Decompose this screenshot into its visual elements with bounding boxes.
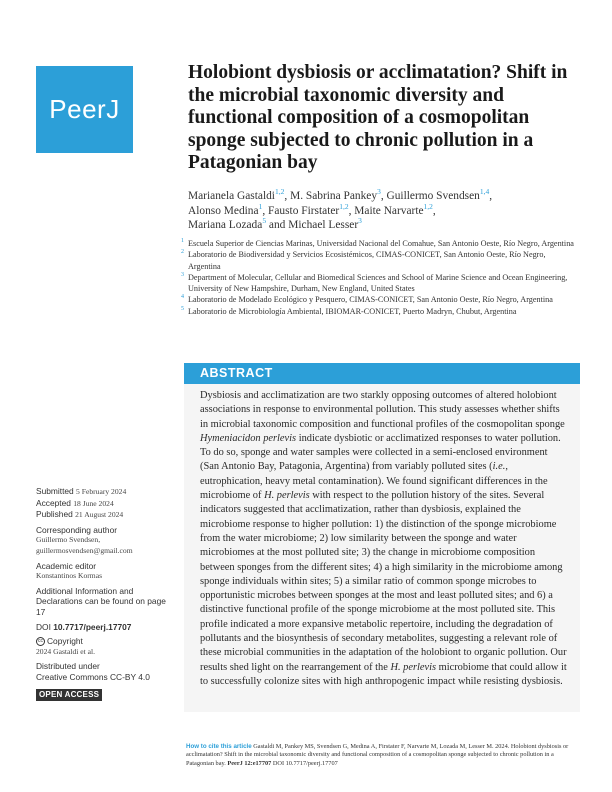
additional-info-link[interactable]: Additional Information and Declarations can be found on page 17: [36, 585, 166, 617]
accepted-value: 18 June 2024: [73, 498, 114, 508]
license-link[interactable]: Creative Commons CC-BY 4.0: [36, 671, 150, 682]
copyright-holder: 2024 Gastaldi et al.: [36, 646, 96, 656]
author-name[interactable]: Mariana Lozada: [188, 219, 263, 232]
affiliation-number: 3: [181, 271, 184, 278]
license-label: Distributed under: [36, 661, 100, 672]
affiliation-number: 2: [181, 249, 184, 256]
author-separator: ,: [432, 204, 436, 217]
affiliation-number: 1: [181, 238, 184, 244]
affiliation-text: Laboratorio de Modelado Ecológico y Pesquero, CIMAS-CONICET, San Antonio Oeste, Río Negro, Argentina: [188, 295, 553, 305]
accepted-label: Accepted: [36, 497, 71, 508]
corresponding-author-name: Guillermo Svendsen,: [36, 535, 101, 545]
logo-text: PeerJ: [49, 94, 120, 124]
article-sidebar: [36, 486, 176, 701]
submitted-label: Submitted: [36, 486, 74, 496]
published-label: Published: [36, 509, 73, 520]
cite-label: How to cite this article: [186, 743, 252, 750]
abstract-text-part: microbiome that could allow it to successfully colonize sites with high anthropogenic impact while resisting dysbiosis.: [200, 661, 567, 687]
author-separator: ,: [348, 204, 355, 217]
author-affiliation-ref[interactable]: 1,2: [339, 201, 349, 211]
affiliation-text: Escuela Superior de Ciencias Marinas, Universidad Nacional del Comahue, San Antonio Oeste, Río Negro, Argentina: [188, 239, 574, 248]
abstract-text-part: with respect to the pollution history of the sites. Several indicators suggested that acclimatization, rather than dysbiosis, explained the microbiome response to higher pollution: 1) the distinction of the sponge microbiome from the water microbiome; 2) low similarity between the sponge and water microbiomes at the most polluted site; 3) the change in microbiome composition between sponges from the different sites; 4) a high similarity in the microbiome among sponge individuals within sites; 5) a similar ratio of common sponge microbes to opportunistic microbes between sponges at the most and least polluted sites; and 6) a distinctive functional profile of the sponge microbiome at the most polluted site. This profile indicated a more expansive metabolic repertoire, including the degradation of pollutants and the biosynthesis of secondary metabolites, suggesting a relevant role of these microbial communities in the adaptation of the holobiont to organic pollution. Our results shed light on the rearrangement of the: [200, 490, 567, 673]
corresponding-author-label: Corresponding author: [36, 524, 118, 535]
dates-block: [36, 486, 176, 521]
academic-editor-name: Konstantinos Kormas: [36, 571, 103, 581]
author-affiliation-ref[interactable]: 3: [358, 216, 362, 226]
affiliation-text: Laboratorio de Microbiología Ambiental, IBIOMAR-CONICET, Puerto Madryn, Chubut, Argentina: [188, 306, 517, 316]
affiliation-number: 5: [181, 305, 184, 312]
affiliation-text: Department of Molecular, Cellular and Biomedical Sciences and School of Marine Science and Ocean Engineering, University of New Hampshire, Durham, New England, United States: [188, 272, 568, 294]
published-value: 21 August 2024: [75, 510, 124, 520]
species-name: H. perlevis: [390, 661, 437, 673]
doi-block: [36, 622, 176, 633]
author-affiliation-ref[interactable]: 1,4: [479, 187, 490, 197]
author-separator: ,: [489, 190, 493, 202]
copyright-block: [36, 636, 176, 647]
affiliation-item: [178, 294, 578, 305]
author-name[interactable]: Michael Lesser: [288, 219, 359, 232]
author-separator: ,: [262, 204, 269, 217]
affiliation-item: [178, 272, 578, 295]
article-title: Holobiont dysbiosis or acclimatation? Shift in the microbial taxonomic diversity and functional composition of a cosmopolitan sponge subjected to chronic pollution in a Patagonian bay: [188, 62, 568, 173]
abstract-text: [184, 384, 580, 689]
corresponding-author-email[interactable]: guillermosvendsen@gmail.com: [36, 545, 133, 555]
peerj-logo: [36, 66, 133, 153]
accepted-date: [36, 498, 176, 510]
abstract-heading: ABSTRACT: [184, 363, 580, 384]
author-affiliation-ref[interactable]: 1: [258, 201, 263, 211]
author-name[interactable]: Guillermo Svendsen: [386, 190, 480, 202]
abstract-text-part: Dysbiosis and acclimatization are two starkly opposing outcomes of altered holobiont associations in response to environmental pollution. This study assesses whether shifts in microbial taxonomic composition and functional profiles of the cosmopolitan sponge: [200, 390, 565, 430]
copyright-label: Copyright: [47, 636, 83, 647]
academic-editor-block: [36, 561, 176, 582]
author-affiliation-ref[interactable]: 1,2: [423, 201, 433, 211]
author-list: [188, 189, 583, 233]
affiliation-list: [178, 238, 578, 317]
author-separator: and: [266, 219, 289, 232]
abstract-text-part: , eutrophication, heavy metal contamination). We found significant differences in the microbiome of: [200, 461, 548, 502]
affiliation-item: [178, 306, 578, 317]
how-to-cite: [186, 743, 578, 768]
cite-journal-ref: PeerJ 12:e17707: [227, 759, 272, 767]
affiliation-item: [178, 238, 578, 249]
open-access-badge: OPEN ACCESS: [36, 689, 102, 702]
author-affiliation-ref[interactable]: 1,2: [274, 187, 285, 197]
species-name: H. perlevis: [264, 490, 310, 502]
author-separator: ,: [284, 190, 291, 202]
author-name[interactable]: Alonso Medina: [188, 204, 259, 217]
cite-text: Gastaldi M, Pankey MS, Svendsen G, Medina A, Firstater F, Narvarte M, Lozada M, Lesser M. 2024. Holobiont dysbiosis or acclimatation? Shift in the microbial taxonomic diversity and functional composition of a cosmopolitan sponge subjected to chronic pollution in a Patagonian bay.: [186, 743, 569, 767]
author-name[interactable]: Maite Narvarte: [354, 204, 424, 217]
academic-editor-label: Academic editor: [36, 560, 97, 571]
submitted-date: [36, 486, 176, 498]
doi-link[interactable]: 10.7717/peerj.17707: [53, 621, 132, 632]
corresponding-author-block: [36, 525, 176, 557]
author-name[interactable]: M. Sabrina Pankey: [290, 190, 378, 202]
doi-label: DOI: [36, 621, 51, 632]
submitted-value: 5 February 2024: [76, 487, 127, 496]
author-affiliation-ref[interactable]: 5: [262, 216, 267, 226]
abstract-text-part: indicate dysbiotic or acclimatized responses to water pollution. To do so, sponge and water samples were collected in a semi-enclosed environment (San Antonio Bay, Patagonia, Argentina) from variably polluted sites (: [200, 432, 561, 473]
affiliation-text: Laboratorio de Biodiversidad y Servicios Ecosistémicos, CIMAS-CONICET, San Antonio Oeste, Río Negro, Argentina: [188, 250, 546, 271]
abbreviation: i.e.: [492, 461, 506, 473]
published-date: [36, 509, 176, 521]
author-affiliation-ref[interactable]: 3: [377, 187, 381, 197]
species-name: Hymeniacidon perlevis: [200, 432, 297, 444]
affiliation-item: [178, 249, 578, 272]
affiliation-number: 4: [181, 294, 184, 301]
creative-commons-icon: cc: [38, 638, 43, 645]
cite-doi[interactable]: DOI 10.7717/peerj.17707: [271, 759, 338, 767]
abstract-section: [184, 363, 580, 712]
author-name[interactable]: Marianela Gastaldi: [188, 190, 275, 202]
author-separator: ,: [380, 190, 387, 202]
author-name[interactable]: Fausto Firstater: [268, 204, 340, 217]
